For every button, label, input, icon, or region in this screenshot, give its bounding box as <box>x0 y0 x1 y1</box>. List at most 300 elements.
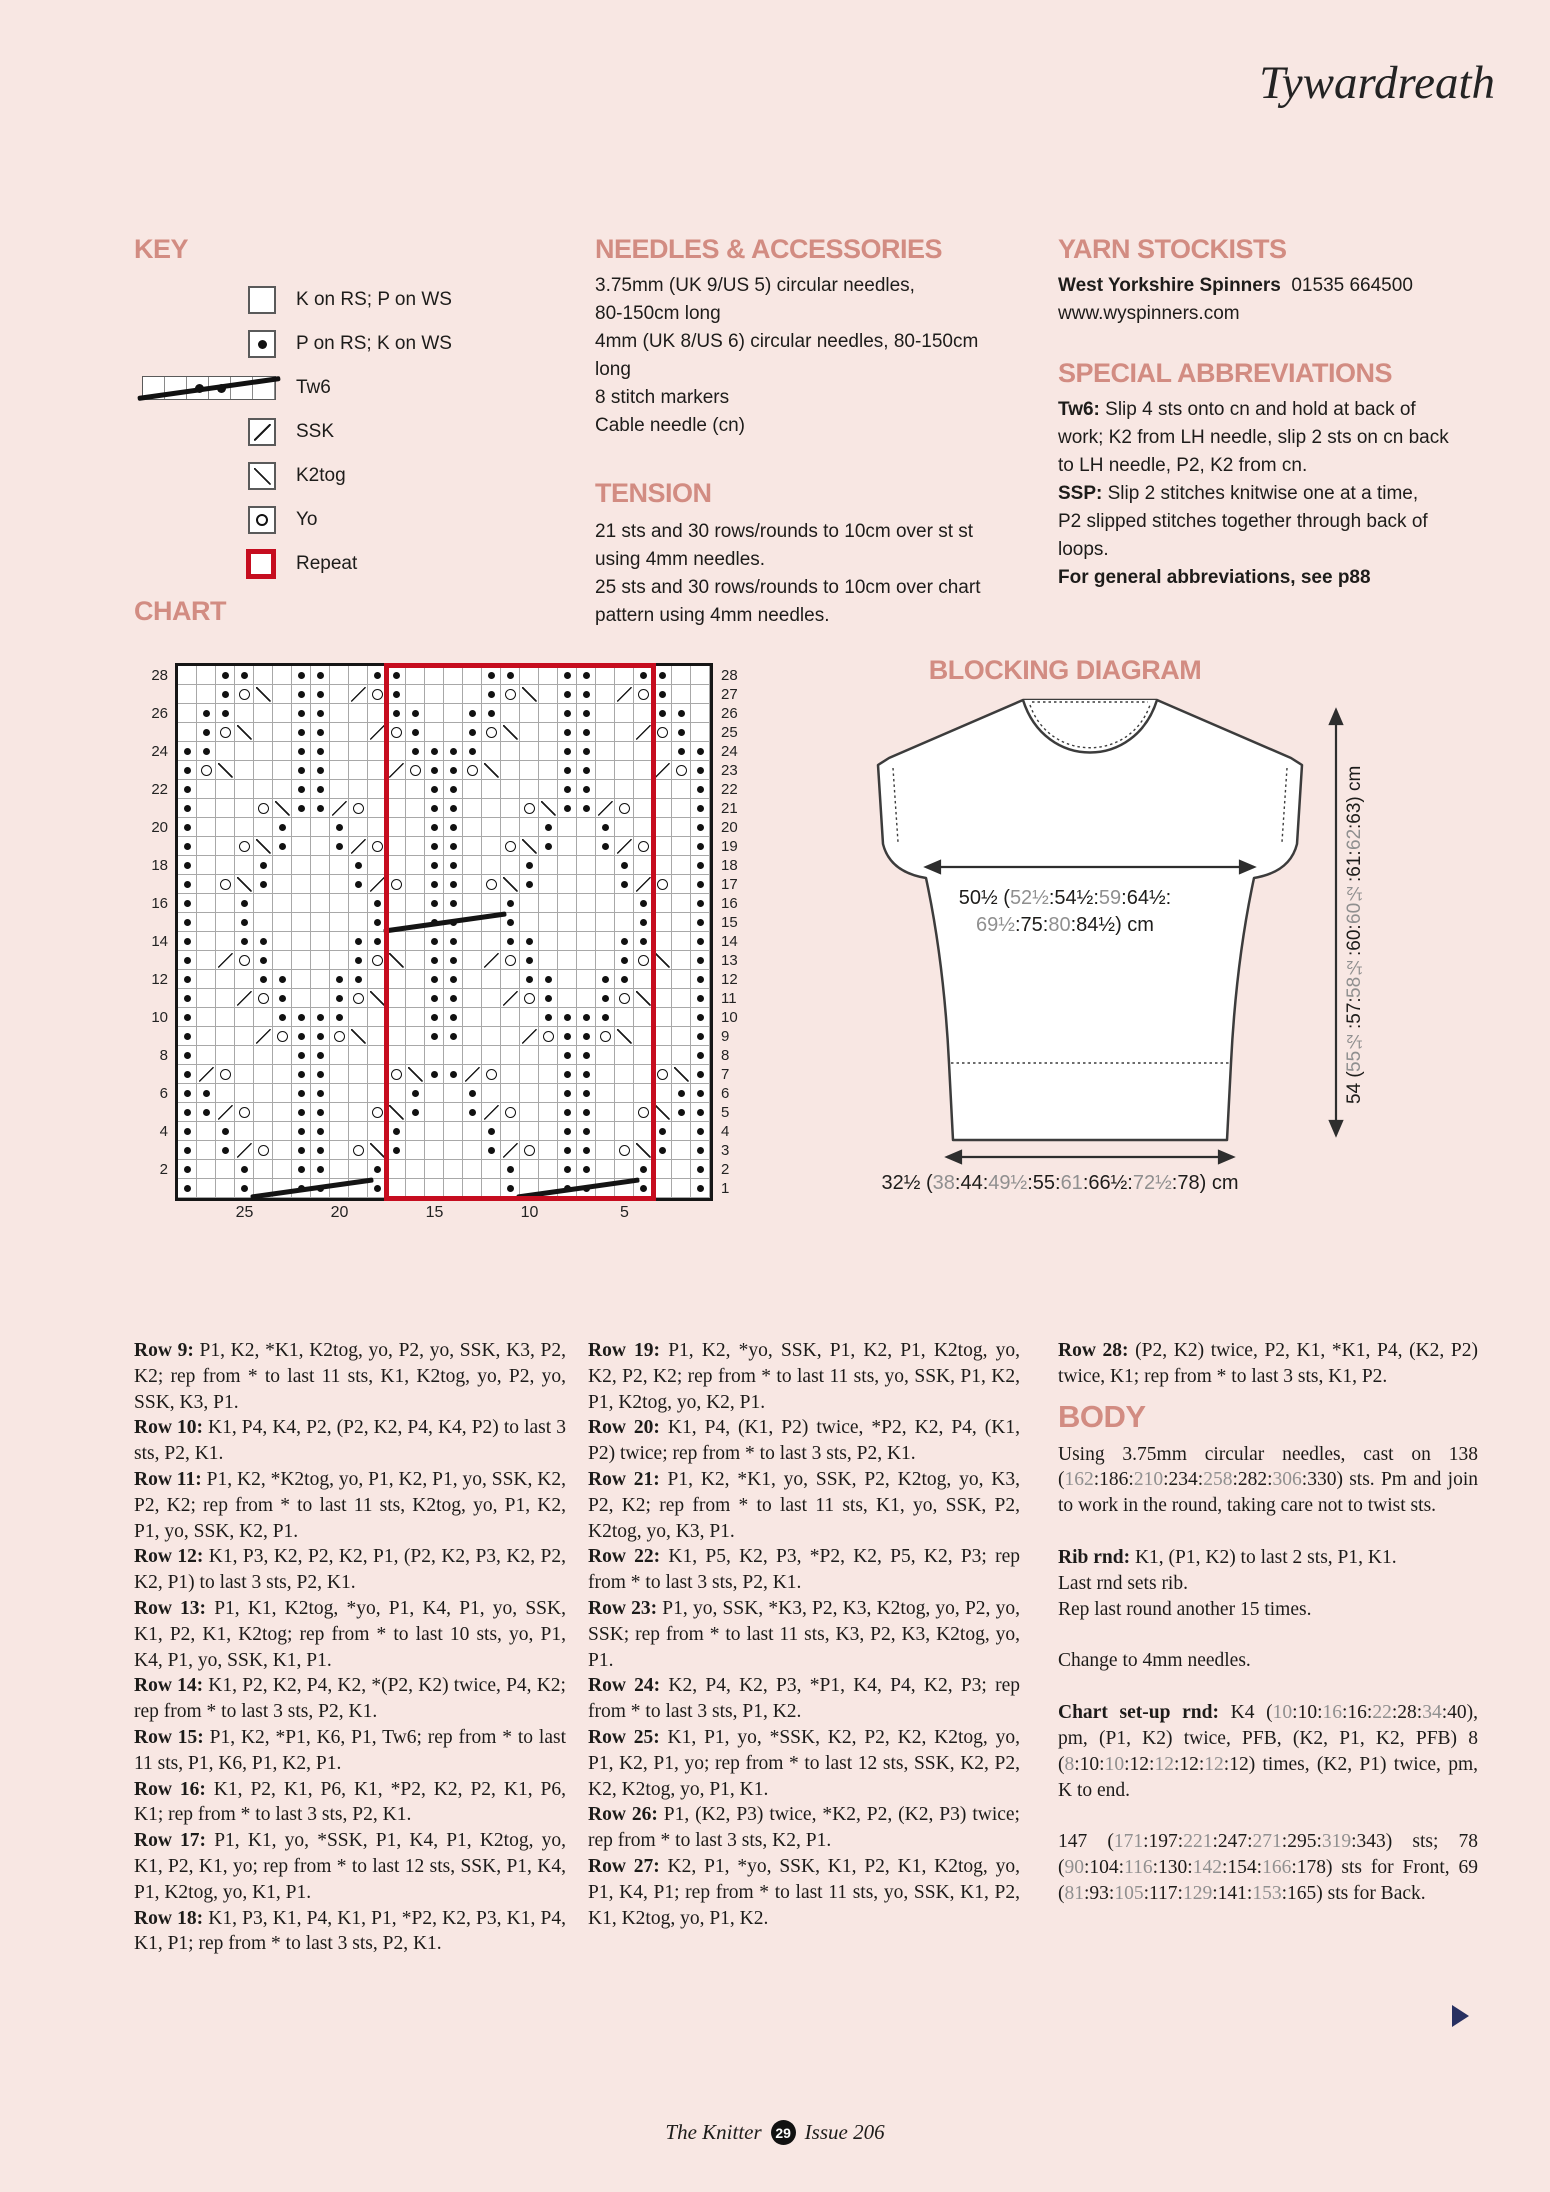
chart-cell <box>273 932 292 951</box>
chart-cell <box>311 951 330 970</box>
chart-cell <box>425 875 444 894</box>
chart-cell <box>634 685 653 704</box>
chart-cell <box>463 989 482 1008</box>
chart-cell <box>387 723 406 742</box>
chart-cell <box>520 723 539 742</box>
chart-cell <box>178 856 197 875</box>
chart-cell <box>482 894 501 913</box>
pattern-row: Row 20: K1, P4, (K1, P2) twice, *P2, K2, P4, (K1, P2) twice; rep from * to last 3 sts, P2, K1. <box>588 1417 1020 1465</box>
chart-cell <box>672 1179 691 1198</box>
chart-cell <box>444 1141 463 1160</box>
chart-cell <box>558 1141 577 1160</box>
chart-cell <box>235 818 254 837</box>
chart-row-number-right: 4 <box>721 1123 730 1140</box>
chart-cell <box>501 1065 520 1084</box>
chart-cell <box>558 951 577 970</box>
chart-cell <box>463 875 482 894</box>
chart-row-number-right: 20 <box>721 819 738 836</box>
chart-cell <box>311 742 330 761</box>
chart-cell <box>311 970 330 989</box>
chart-cell <box>634 932 653 951</box>
chart-cell <box>197 1141 216 1160</box>
chart-cell <box>311 1065 330 1084</box>
chart-cell <box>311 894 330 913</box>
chart-cell <box>482 1103 501 1122</box>
chart-cell <box>482 1160 501 1179</box>
chart-cell <box>330 951 349 970</box>
chart-cell <box>349 951 368 970</box>
chart-cell <box>596 1027 615 1046</box>
chart-cell <box>235 1084 254 1103</box>
chart-cell <box>216 989 235 1008</box>
chart-cell <box>558 989 577 1008</box>
chart-cell <box>197 970 216 989</box>
chart-cell <box>596 666 615 685</box>
chart-cell <box>311 685 330 704</box>
chart-cell <box>520 1103 539 1122</box>
chart-cell <box>292 1141 311 1160</box>
chart-cell <box>501 1122 520 1141</box>
chart-cell <box>178 723 197 742</box>
chart-cell <box>577 1008 596 1027</box>
chart-cell <box>254 1084 273 1103</box>
chart-cell <box>387 856 406 875</box>
chart-cell <box>425 799 444 818</box>
chart-cell <box>691 932 710 951</box>
chart-row-number-right: 1 <box>721 1180 730 1197</box>
chart-cell <box>444 970 463 989</box>
hem-measurement: 32½ (38:44:49½:55:61:66½:72½:78) cm <box>881 1172 1239 1194</box>
chart-cell <box>368 1084 387 1103</box>
chart-cell <box>463 1122 482 1141</box>
chart-cell <box>235 856 254 875</box>
text-line: 3.75mm (UK 9/US 5) circular needles, <box>595 275 915 296</box>
chart-cell <box>577 875 596 894</box>
chart-cell <box>216 742 235 761</box>
chart-cell <box>330 818 349 837</box>
pattern-paragraph: Change to 4mm needles. <box>1058 1650 1251 1672</box>
chart-cell <box>501 989 520 1008</box>
chart-cell <box>387 989 406 1008</box>
chart-cell <box>425 970 444 989</box>
chart-cell <box>387 761 406 780</box>
chart-cell <box>634 818 653 837</box>
chart-cell <box>653 1160 672 1179</box>
chart-cell <box>178 875 197 894</box>
chart-cell <box>444 761 463 780</box>
chart-cell <box>615 856 634 875</box>
chart-cell <box>596 1084 615 1103</box>
chart-cell <box>520 742 539 761</box>
chart-cell <box>501 761 520 780</box>
chart-cell <box>444 780 463 799</box>
chart-cell <box>691 666 710 685</box>
chart-cell <box>406 951 425 970</box>
chart-cell <box>577 685 596 704</box>
chart-cell <box>387 970 406 989</box>
chart-cell <box>216 970 235 989</box>
chart-cell <box>368 1141 387 1160</box>
chart-cell <box>482 932 501 951</box>
chart-cell <box>216 951 235 970</box>
chart-cell <box>539 1103 558 1122</box>
chart-cell <box>311 1027 330 1046</box>
chart-cell <box>520 818 539 837</box>
pattern-row: Row 22: K1, P5, K2, P3, *P2, K2, P5, K2, P3; rep from * to last 3 sts, P2, K1. <box>588 1546 1020 1594</box>
chart-cell <box>444 1065 463 1084</box>
chart-cell <box>691 1027 710 1046</box>
chart-cell <box>615 837 634 856</box>
chart-cell <box>311 780 330 799</box>
chart-cell <box>672 1122 691 1141</box>
chart-cell <box>235 837 254 856</box>
chart-cell <box>444 1084 463 1103</box>
chart-cell <box>653 1122 672 1141</box>
chart-cell <box>425 818 444 837</box>
chart-cell <box>691 913 710 932</box>
chart-cell <box>615 1084 634 1103</box>
chart-cell <box>197 856 216 875</box>
chart-cell <box>691 1160 710 1179</box>
chart-cell <box>615 1065 634 1084</box>
chart-cell <box>463 1046 482 1065</box>
chart-cell <box>615 742 634 761</box>
pattern-row: Row 25: K1, P1, yo, *SSK, K2, P2, K2, K2tog, yo, P1, K2, P1, yo; rep from * to last 12 sts, SSK, K2, P2, K2, K2tog, yo, P1, K1. <box>588 1726 1020 1800</box>
chart-cell <box>463 799 482 818</box>
chart-cell <box>311 1084 330 1103</box>
chart-cell <box>463 1084 482 1103</box>
chart-cell <box>539 1065 558 1084</box>
chart-cell <box>672 818 691 837</box>
pattern-paragraph: 147 (171:197:221:247:271:295:319:343) sts; 78 (90:104:116:130:142:154:166:178) sts for Front, 69 (81:93:105:117:129:141:153:165) sts for Back. <box>1058 1831 1478 1904</box>
chart-cell <box>539 932 558 951</box>
chart-cell <box>444 742 463 761</box>
chart-stitch-number: 20 <box>330 1204 349 1221</box>
chart-cell <box>292 1027 311 1046</box>
chart-row-number-right: 19 <box>721 838 738 855</box>
chart-cell <box>368 932 387 951</box>
chart-row-number-right: 9 <box>721 1028 730 1045</box>
chart-cell <box>254 1008 273 1027</box>
chart-cell <box>368 780 387 799</box>
key-item <box>134 278 452 322</box>
chart-cell <box>558 685 577 704</box>
pattern-paragraph: Rib rnd: K1, (P1, K2) to last 2 sts, P1, K1. <box>1058 1546 1397 1568</box>
chart-cell <box>387 704 406 723</box>
chart-cell <box>349 1046 368 1065</box>
chart-cell <box>520 1141 539 1160</box>
chart-cell <box>596 913 615 932</box>
chart-cell <box>368 799 387 818</box>
chart-cell <box>292 875 311 894</box>
chart-cell <box>197 837 216 856</box>
chart-cell <box>672 1084 691 1103</box>
chart-cell <box>406 704 425 723</box>
chart-cell <box>406 1160 425 1179</box>
chart-cell <box>634 1084 653 1103</box>
chart-cell <box>216 1084 235 1103</box>
chart-cell <box>539 1008 558 1027</box>
chart-cell <box>520 970 539 989</box>
chart-cell <box>615 932 634 951</box>
chart-cell <box>653 913 672 932</box>
chart-cell <box>349 913 368 932</box>
pattern-column-1 <box>134 1338 566 1957</box>
chart-cell <box>311 723 330 742</box>
chart-cell <box>596 1160 615 1179</box>
chart-cell <box>596 704 615 723</box>
chart-cell <box>197 875 216 894</box>
chart-cell <box>444 856 463 875</box>
chart-cell <box>406 932 425 951</box>
chart-cell <box>178 1027 197 1046</box>
chart-cell <box>273 913 292 932</box>
chart-cell <box>311 1046 330 1065</box>
chart-cell <box>311 1141 330 1160</box>
chart-cell <box>501 951 520 970</box>
key-item <box>134 410 452 454</box>
pattern-row: Row 24: K2, P4, K2, P3, *P1, K4, P4, K2, P3; rep from * to last 3 sts, P1, K2. <box>588 1675 1020 1723</box>
chart-cell <box>368 970 387 989</box>
chart-cell <box>482 1141 501 1160</box>
chart-cell <box>235 1160 254 1179</box>
chart-row-number-left: 18 <box>151 857 168 874</box>
chart-cell <box>653 1141 672 1160</box>
chart-row-number-right: 3 <box>721 1142 730 1159</box>
chart-cell <box>178 1179 197 1198</box>
chart-cell <box>254 837 273 856</box>
chart-cell <box>406 970 425 989</box>
chart-cell <box>463 894 482 913</box>
chart-cell <box>235 951 254 970</box>
chart-cell <box>577 951 596 970</box>
chart-cell <box>406 837 425 856</box>
chart-cell <box>596 1141 615 1160</box>
chart-cell <box>501 799 520 818</box>
chart-cell <box>539 875 558 894</box>
chart-cell <box>501 666 520 685</box>
chart-cell <box>273 875 292 894</box>
chart-cell <box>197 951 216 970</box>
chart-cell <box>273 780 292 799</box>
chart-cell <box>235 875 254 894</box>
chart-cell <box>634 742 653 761</box>
chart-cell <box>444 818 463 837</box>
chart-cell <box>501 780 520 799</box>
chart-cell <box>292 761 311 780</box>
chart-cell <box>634 970 653 989</box>
chart-cell <box>501 685 520 704</box>
tension-text <box>595 518 1055 630</box>
chart-cell <box>539 1160 558 1179</box>
chart-cell <box>273 837 292 856</box>
chart-cell <box>254 1027 273 1046</box>
chart-cell <box>444 894 463 913</box>
chart-cell <box>672 1027 691 1046</box>
chart-cell <box>444 1179 463 1198</box>
page-footer <box>0 2120 1550 2145</box>
chart-cell <box>425 1046 444 1065</box>
chart-cell <box>596 685 615 704</box>
chart-cell <box>539 1027 558 1046</box>
chart-cell <box>520 666 539 685</box>
chart-cell <box>501 742 520 761</box>
chart-cell <box>539 856 558 875</box>
chart-cell <box>463 1027 482 1046</box>
chart-cell <box>235 666 254 685</box>
chart-cell <box>368 856 387 875</box>
chart-cell <box>254 1046 273 1065</box>
chart-row-number-right: 28 <box>721 667 738 684</box>
repeat-icon <box>246 549 276 579</box>
chart-stitch-number: 15 <box>425 1204 444 1221</box>
chart-cell <box>406 1122 425 1141</box>
key-icon-column <box>134 506 276 534</box>
pattern-row: Row 23: P1, yo, SSK, *K3, P2, K3, K2tog, yo, P2, yo, SSK; rep from * to last 11 sts, K3, P2, K3, K2tog, yo, P1. <box>588 1597 1020 1671</box>
chart-cell <box>520 856 539 875</box>
chart-cell <box>349 1160 368 1179</box>
chart-cell <box>653 951 672 970</box>
chart-cell <box>387 837 406 856</box>
chart-cell <box>463 856 482 875</box>
chart-cell <box>501 723 520 742</box>
chart-cell <box>406 723 425 742</box>
chart-row-number-right: 11 <box>721 990 737 1007</box>
text-line: pattern using 4mm needles. <box>595 605 830 626</box>
chart-cell <box>273 666 292 685</box>
chart-cell <box>311 875 330 894</box>
pattern-row: Row 15: P1, K2, *P1, K6, P1, Tw6; rep from * to last 11 sts, P1, K6, P1, K2, P1. <box>134 1726 566 1774</box>
chart-cell <box>463 1160 482 1179</box>
chart-cell <box>292 1046 311 1065</box>
chart-cell <box>672 989 691 1008</box>
chart-cell <box>520 913 539 932</box>
chart-cell <box>672 1141 691 1160</box>
chart-cell <box>672 799 691 818</box>
text-line: loops. <box>1058 539 1109 560</box>
chart-cell <box>349 894 368 913</box>
chart-cell <box>368 1103 387 1122</box>
chart-cell <box>653 723 672 742</box>
chart-cell <box>691 970 710 989</box>
chart-cell <box>178 1160 197 1179</box>
chart-cell <box>406 780 425 799</box>
key-item-label: K on RS; P on WS <box>296 289 452 310</box>
chart-row-number-left: 16 <box>151 895 168 912</box>
chart-row-number-right: 18 <box>721 857 738 874</box>
chart-cell <box>406 1103 425 1122</box>
chart-cell <box>406 818 425 837</box>
chart-cell <box>216 1122 235 1141</box>
chart-cell <box>292 723 311 742</box>
chart-cell <box>653 666 672 685</box>
chart-cell <box>406 1179 425 1198</box>
chart-cell <box>482 1008 501 1027</box>
pattern-row: Row 19: P1, K2, *yo, SSK, P1, K2, P1, K2tog, yo, K2, P2, K2; rep from * to last 11 sts, yo, SSK, P1, K2, P1, K2tog, yo, K2, P1. <box>588 1340 1020 1413</box>
chart-cell <box>254 666 273 685</box>
length-arrow <box>1330 710 1342 1135</box>
chart-cell <box>292 1103 311 1122</box>
chart-cell <box>311 1103 330 1122</box>
chart-cell <box>672 1103 691 1122</box>
chart-cell <box>368 818 387 837</box>
chart-cell <box>653 704 672 723</box>
chart-cell <box>197 1027 216 1046</box>
chart-cell <box>520 761 539 780</box>
chart-cell <box>330 932 349 951</box>
chart-cell <box>368 951 387 970</box>
chart-cell <box>406 685 425 704</box>
chart-cell <box>273 799 292 818</box>
key-icon-column <box>134 286 276 314</box>
pattern-row: Row 26: P1, (K2, P3) twice, *K2, P2, (K2, P3) twice; rep from * to last 3 sts, K2, P1. <box>588 1804 1020 1852</box>
chart-cell <box>330 1122 349 1141</box>
chart-cell <box>406 1008 425 1027</box>
chart-cell <box>577 761 596 780</box>
chart-cell <box>577 666 596 685</box>
chart-cell <box>482 837 501 856</box>
chart-cell <box>254 875 273 894</box>
chart-cell <box>254 780 273 799</box>
chart-cell <box>311 1160 330 1179</box>
chart-cell <box>501 1027 520 1046</box>
chart-cell <box>444 704 463 723</box>
chart-cell <box>463 970 482 989</box>
chart-cell <box>349 932 368 951</box>
chart-cell <box>615 1103 634 1122</box>
chart-cell <box>672 837 691 856</box>
chart-cell <box>634 913 653 932</box>
chart-cell <box>254 1065 273 1084</box>
chart-cell <box>653 685 672 704</box>
chart-cell <box>672 856 691 875</box>
chart-cell <box>387 1046 406 1065</box>
chart-cell <box>235 704 254 723</box>
chart-cell <box>634 837 653 856</box>
tension-heading: TENSION <box>595 478 712 508</box>
chart-cell <box>273 818 292 837</box>
key-heading: KEY <box>134 234 189 264</box>
chart-cell <box>482 799 501 818</box>
chart-cell <box>254 704 273 723</box>
chart-cell <box>539 951 558 970</box>
chart-stitch-number: 5 <box>620 1204 629 1221</box>
chart-cell <box>672 894 691 913</box>
chart-cell <box>178 1141 197 1160</box>
chart-cell <box>672 932 691 951</box>
chart-cell <box>539 894 558 913</box>
chart-cell <box>520 875 539 894</box>
chart-cell <box>577 1122 596 1141</box>
chart-cell <box>672 780 691 799</box>
chart-cell <box>216 1008 235 1027</box>
chart-cell <box>254 742 273 761</box>
chart-cell <box>197 1046 216 1065</box>
pattern-row: Row 21: P1, K2, *K1, yo, SSK, P2, K2tog, yo, K3, P2, K2; rep from * to last 11 sts, K1, yo, SSK, P2, K2tog, yo, K3, P1. <box>588 1468 1020 1542</box>
chart-cell <box>672 1008 691 1027</box>
chart-cell <box>292 818 311 837</box>
chart-cell <box>615 989 634 1008</box>
chart-cell <box>558 970 577 989</box>
pattern-column-3 <box>1058 1338 1478 1907</box>
chart-cell <box>197 1065 216 1084</box>
key-item <box>134 454 452 498</box>
chart-cell <box>634 875 653 894</box>
chart-cell <box>615 818 634 837</box>
chart-cell <box>463 1141 482 1160</box>
text-line: 8 stitch markers <box>595 387 730 408</box>
chart-cell <box>558 818 577 837</box>
